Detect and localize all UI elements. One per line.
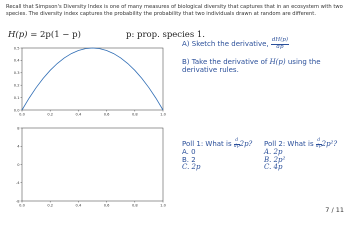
derivative-sketch-plot xyxy=(16,126,167,207)
deriv-plot-ytick-label: 4 xyxy=(17,144,20,149)
fraction-numerator: dH(p) xyxy=(271,37,289,43)
poll-1-option-c[interactable]: C. 2p xyxy=(182,163,201,172)
poll-2-fraction-num: d xyxy=(317,138,321,143)
poll-2-expression: 2p²? xyxy=(321,140,338,148)
poll-2-fraction-den: dp xyxy=(315,143,322,149)
poll-2-option-c[interactable]: C. 4p xyxy=(264,163,283,172)
deriv-plot-ytick-label: -8 xyxy=(15,199,20,204)
h-plot-ytick-label: 0.1 xyxy=(13,95,20,100)
poll-2-label: Poll 2: What is xyxy=(264,140,314,148)
h-plot-ytick-label: 0.0 xyxy=(13,108,20,113)
part-b-prefix: B) Take the derivative of xyxy=(182,58,268,66)
h-plot-ytick-label: 0.2 xyxy=(13,83,20,88)
deriv-plot-ytick-label: 0 xyxy=(17,162,20,167)
poll-1-fraction-num: d xyxy=(235,138,239,143)
poll-1-fraction-den: dp xyxy=(233,143,240,149)
poll-2-option-b[interactable]: B. 2p² xyxy=(264,155,286,164)
deriv-plot-ytick-label: -4 xyxy=(15,181,20,186)
h-plot-xtick-label: 0.8 xyxy=(131,112,138,117)
poll-1 xyxy=(182,139,252,172)
h-plot-ytick-label: 0.5 xyxy=(13,46,20,51)
equation-rhs: = 2p(1 − p) xyxy=(30,30,81,40)
poll-1-label: Poll 1: What is xyxy=(182,140,232,148)
fraction-denominator: dp xyxy=(276,43,284,50)
deriv-plot-xtick-label: 0.2 xyxy=(47,203,54,208)
deriv-plot-xtick-label: 0.0 xyxy=(19,203,25,208)
deriv-plot-xtick-label: 0.4 xyxy=(75,203,82,208)
h-plot-xtick-label: 0.6 xyxy=(103,112,110,117)
h-plot-ytick-label: 0.3 xyxy=(13,71,20,76)
h-plot-xtick-label: 0.4 xyxy=(75,112,82,117)
deriv-plot-xtick-label: 0.8 xyxy=(131,203,138,208)
deriv-plot-ytick-label: 8 xyxy=(17,126,20,131)
h-plot-ytick-label: 0.4 xyxy=(13,58,20,63)
part-b-function: H(p) xyxy=(269,58,286,66)
poll-1-option-b[interactable]: B. 2 xyxy=(182,155,196,164)
page-number: 7 / 11 xyxy=(325,206,344,214)
h-plot-xtick-label: 1.0 xyxy=(160,112,166,117)
part-b-suffix: using the derivative rules. xyxy=(182,58,321,74)
deriv-plot-frame xyxy=(22,128,163,201)
deriv-plot-xtick-label: 0.6 xyxy=(103,203,110,208)
h-of-p-plot xyxy=(14,46,167,116)
h-plot-series-line xyxy=(22,48,163,110)
deriv-plot-xtick-label: 1.0 xyxy=(160,203,166,208)
poll-1-expression: 2p? xyxy=(239,140,253,148)
part-a-text: A) Sketch the derivative, xyxy=(182,40,269,48)
poll-2-option-a[interactable]: A. 2p xyxy=(264,148,283,156)
poll-1-option-a[interactable]: A. 0 xyxy=(182,148,196,156)
equation-note: p: prop. species 1. xyxy=(126,30,205,40)
h-plot-xtick-label: 0.2 xyxy=(47,112,54,117)
poll-2 xyxy=(264,139,337,172)
h-plot-xtick-label: 0.0 xyxy=(19,112,25,117)
intro-paragraph: Recall that Simpson's Diversity Index is one of many measures of biological diversity that captures that in an ecosystem with two species. The diversity index captures the probability the probability that two individuals drawn at random are different. xyxy=(6,4,343,18)
equation-lhs: H(p) xyxy=(8,30,28,40)
